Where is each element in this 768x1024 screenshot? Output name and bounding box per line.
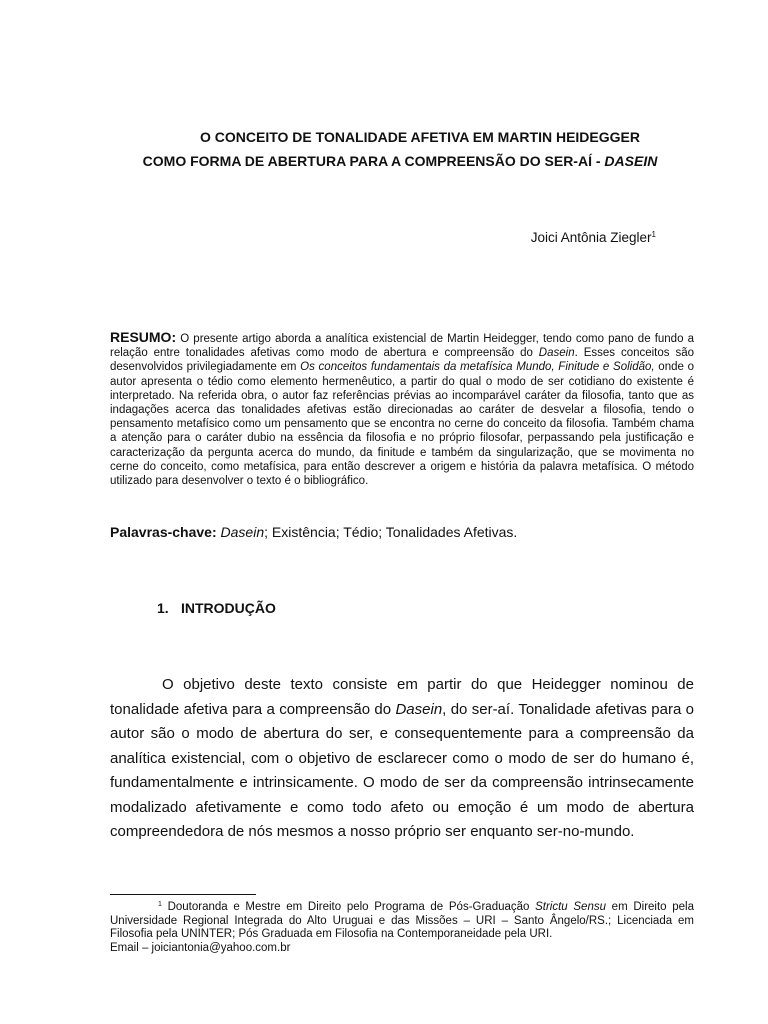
section-title: INTRODUÇÃO bbox=[181, 600, 276, 616]
author-name-text: Joici Antônia Ziegler bbox=[530, 230, 652, 245]
footnote-email[interactable]: Email – joiciantonia@yahoo.com.br bbox=[110, 941, 291, 954]
keywords-rest: ; Existência; Tédio; Tonalidades Afetivas. bbox=[264, 524, 518, 540]
keywords-line bbox=[110, 524, 517, 540]
author-footnote-ref[interactable]: 1 bbox=[651, 230, 656, 239]
abstract-label: RESUMO: bbox=[110, 329, 177, 345]
title-line-1: O CONCEITO DE TONALIDADE AFETIVA EM MARTIN HEIDEGGER bbox=[200, 129, 640, 145]
title-dasein-emphasis: DASEIN bbox=[604, 153, 658, 169]
keyword-dasein: Dasein bbox=[220, 524, 265, 540]
abstract-paragraph bbox=[110, 330, 694, 488]
intro-body bbox=[110, 673, 694, 845]
intro-text-1: O objetivo deste texto consiste em partir do que Heidegger nominou de tonalidade afetiva para a compreensão do bbox=[110, 676, 694, 718]
keywords-label: Palavras-chave: bbox=[110, 524, 217, 540]
abstract-text-2: . Esses conceitos são desenvolvidos privilegiadamente em bbox=[110, 347, 694, 374]
intro-paragraph bbox=[110, 673, 694, 845]
intro-emphasis-dasein: Dasein bbox=[395, 700, 443, 718]
abstract-emphasis-book-title: Os conceitos fundamentais da metafísica Mundo, Finitude e Solidão, bbox=[300, 361, 655, 374]
footnote-text-2: em Direito pela Universidade Regional Integrada do Alto Uruguai e das Missões – URI – Santo Ângelo/RS.; Licenciada em Filosofia pela UNINTER; Pós Graduada em Filosofia na Contemporaneidade pela URI. bbox=[110, 901, 694, 941]
author-name bbox=[531, 230, 656, 245]
footnote-marker: 1 bbox=[158, 901, 162, 908]
abstract-text-1: O presente artigo aborda a analítica existencial de Martin Heidegger, tendo como pano de fundo a relação entre tonalidades afetivas como modo de abertura e compreensão do bbox=[110, 333, 694, 360]
footnote-text-1: Doutoranda e Mestre em Direito pelo Programa de Pós-Graduação bbox=[161, 901, 536, 913]
intro-text-2: , do ser-aí. Tonalidade afetivas para o autor são o modo de abertura do ser, e consequentemente para a compreensão da analítica existencial, com o objetivo de esclarecer como o modo de ser do humano é, fundamentalmente e intrinsicamente. O modo de ser da compreensão intrinsecamente modalizado afetivamente e como todo afeto ou emoção é um modo de abertura compreendedora de nós mesmos a nosso próprio ser enquanto ser-no-mundo. bbox=[110, 700, 694, 840]
abstract-text-3: onde o autor apresenta o tédio como elemento hermenêutico, a partir do qual o modo de ser cotidiano do existente é interpretado. Na referida obra, o autor faz referências prévias ao incomparável caráter da filosofia, tanto que as indagações acerca das tonalidades afetivas estão direcionadas ao caráter de desvelar a filosofia, tendo o pensamento metafísico como um pensamento que se encontra no cerne do conceito da filosofia. Também chama a atenção para o caráter dubio na essência da filosofia e no próprio filosofar, perpassando pela justificação e caracterização da pergunta acerca do mundo, da finitude e também da singularização, que se movimenta no cerne do conceito, como metafísica, para então descrever a origem e história da palavra metafísica. O método utilizado para desenvolver o texto é o bibliográfico. bbox=[110, 361, 694, 488]
footnote-separator bbox=[110, 894, 256, 895]
footnote bbox=[110, 898, 694, 955]
section-heading bbox=[157, 600, 276, 616]
title-line-2 bbox=[100, 149, 700, 173]
footnote-text bbox=[110, 898, 694, 942]
footnote-emphasis: Strictu Sensu bbox=[535, 901, 606, 913]
article-title bbox=[100, 125, 700, 173]
abstract-emphasis-dasein: Dasein bbox=[538, 347, 575, 360]
title-line-2-text: COMO FORMA DE ABERTURA PARA A COMPREENSÃO DO SER-AÍ - bbox=[142, 153, 605, 169]
section-number: 1. bbox=[157, 600, 169, 616]
